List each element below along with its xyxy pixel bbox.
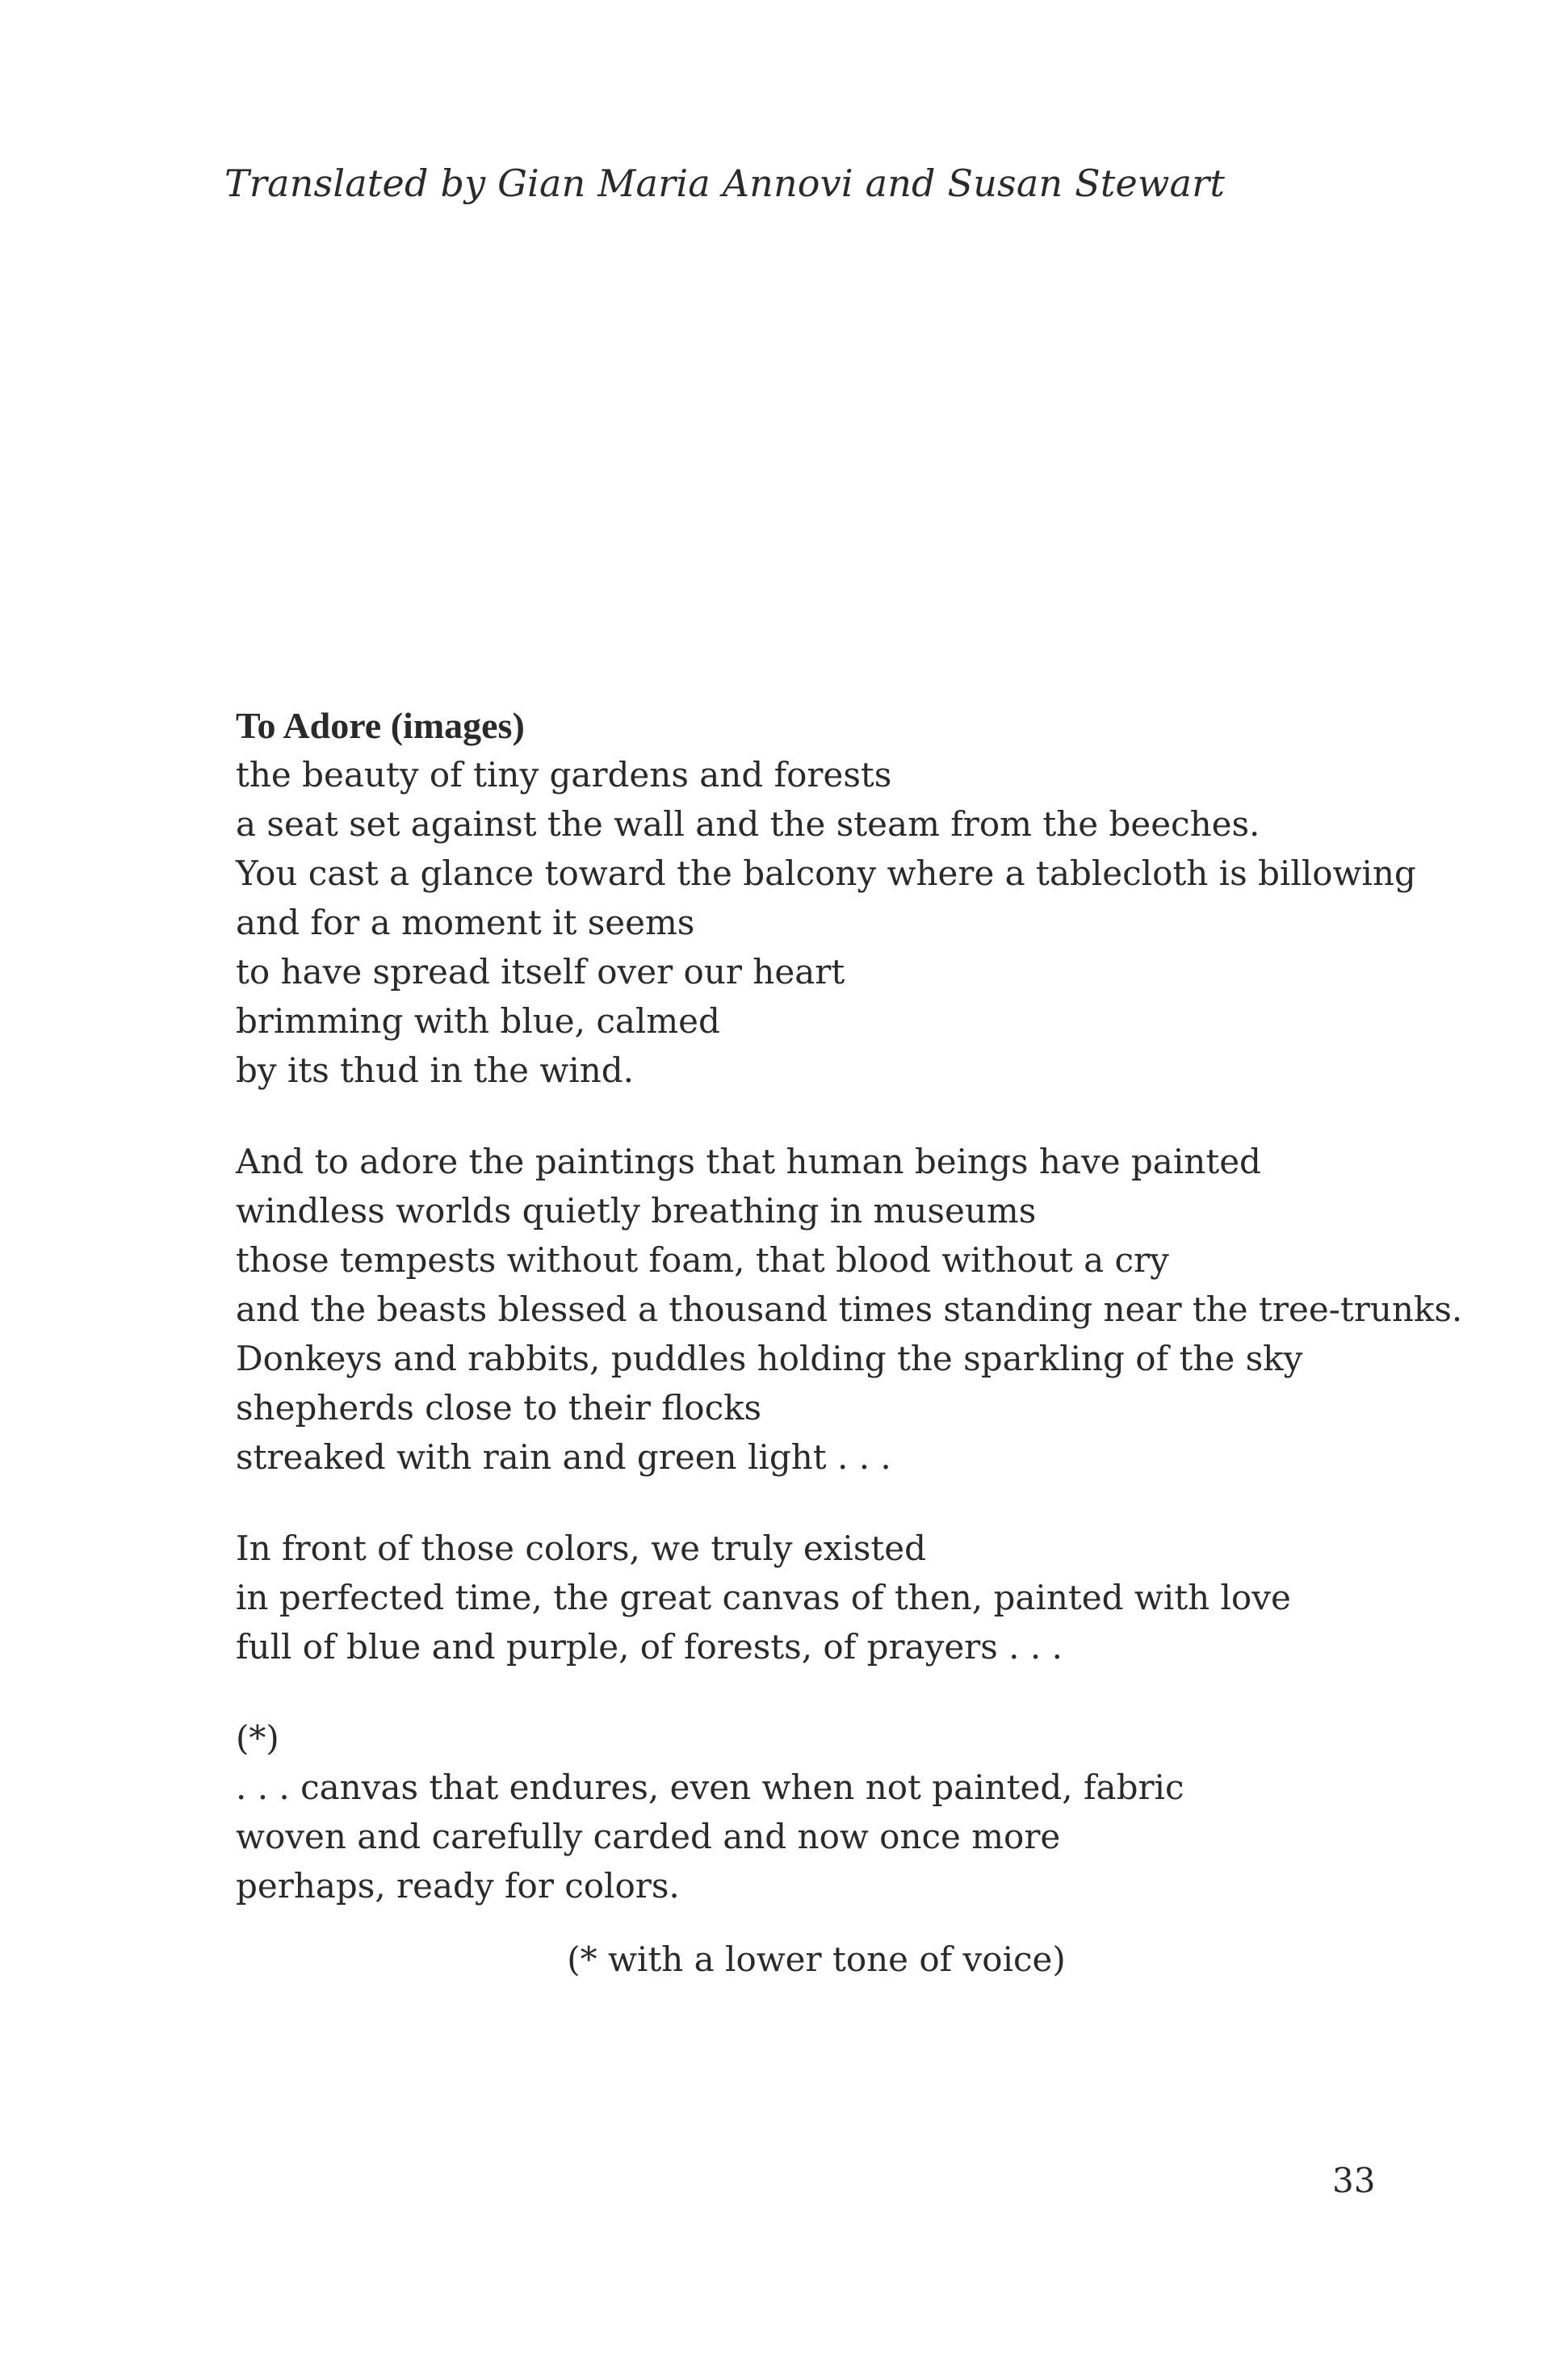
poem-line: the beauty of tiny gardens and forests — [236, 755, 892, 795]
footnote: (* with a lower tone of voice) — [567, 1939, 1066, 1979]
stanza-2 — [236, 1137, 1463, 1482]
poem-line: Donkeys and rabbits, puddles holding the sparkling of the sky — [236, 1339, 1303, 1378]
poem-line: windless worlds quietly breathing in museums — [236, 1191, 1037, 1231]
poem-line: streaked with rain and green light . . . — [236, 1437, 891, 1477]
asterisk-marker: (*) — [236, 1718, 279, 1758]
poem-line: perhaps, ready for colors. — [236, 1866, 680, 1906]
poem-line: And to adore the paintings that human beings have painted — [236, 1142, 1261, 1181]
poem-line: in perfected time, the great canvas of then, painted with love — [236, 1578, 1291, 1617]
translator-credit: Translated by Gian Maria Annovi and Susan Stewart — [224, 161, 1226, 205]
poem-line: those tempests without foam, that blood without a cry — [236, 1240, 1169, 1280]
poem-line: brimming with blue, calmed — [236, 1001, 720, 1041]
stanza-4 — [236, 1713, 1407, 1910]
poem-line: woven and carefully carded and now once more — [236, 1817, 1061, 1856]
poem — [236, 701, 1463, 1910]
page-number: 33 — [1332, 2161, 1376, 2200]
poem-line: full of blue and purple, of forests, of prayers . . . — [236, 1627, 1063, 1667]
poem-title: To Adore (images) — [236, 705, 525, 746]
poem-line: In front of those colors, we truly existed — [236, 1528, 927, 1568]
stanza-3 — [236, 1524, 1407, 1671]
stanza-1 — [236, 701, 1416, 1095]
poem-line: and for a moment it seems — [236, 903, 695, 942]
poem-line: and the beasts blessed a thousand times standing near the tree-trunks. — [236, 1289, 1463, 1329]
poem-line: by its thud in the wind. — [236, 1050, 635, 1090]
poem-line: . . . canvas that endures, even when not painted, fabric — [236, 1767, 1184, 1807]
poem-line: a seat set against the wall and the steam from the beeches. — [236, 804, 1260, 844]
footnote-container — [0, 1939, 1568, 1979]
poem-line: to have spread itself over our heart — [236, 952, 845, 992]
poem-line: shepherds close to their flocks — [236, 1388, 762, 1428]
poem-line: You cast a glance toward the balcony where a tablecloth is billowing — [236, 853, 1416, 893]
